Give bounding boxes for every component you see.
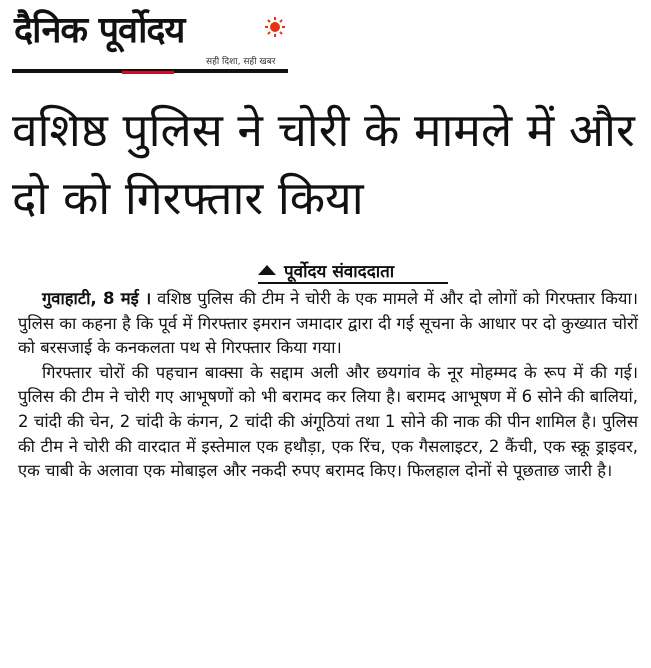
masthead-accent-strip [122,71,174,74]
byline-container [258,258,394,282]
byline-underline [258,282,448,284]
sun-logo-icon [264,16,286,38]
sun-ray [280,20,282,22]
article-paragraph-1 [18,287,638,361]
article-paragraph-2: गिरफ्तार चोरों की पहचान बाक्सा के सद्दाम अली और छयगांव के नूर मोहम्मद के रूप में की गई। पुलिस की टीम ने चोरी गए आभूषणों को भी बरामद कर लिया है। बरामद आभूषण में 6 सोने की बालियां, 2 चांदी की चेन, 2 चांदी के कंगन, 2 चांदी की अंगूठियां तथा 1 सोने की नाक की पीन शामिल है। पुलिस की टीम ने चोरी की वारदात में इस्तेमाल एक हथौड़ा, एक रिंच, एक गैसलाइटर, 2 कैंची, एक स्क्रू ड्राइवर, एक चाबी के अलावा एक मोबाइल और नकदी रुपए बरामद किए। फिलहाल दोनों से पूछताछ जारी है। [18,362,638,481]
masthead [10,4,285,72]
triangle-bullet-icon [258,265,276,275]
sun-ray [280,32,282,34]
sun-ray [268,32,270,34]
sun-ray [268,20,270,22]
masthead-tagline: सही दिशा, सही खबर [206,57,276,67]
newspaper-name: दैनिक पूर्वोदय [14,10,185,51]
byline: पूर्वोदय संवाददाता [284,261,395,282]
paragraph-1-text: वशिष्ठ पुलिस की टीम ने चोरी के एक मामले में और दो लोगों को गिरफ्तार किया। पुलिस का कहना है कि पूर्व में गिरफ्तार इमरान जमादार द्वारा दी गई सूचना के आधार पर दो कुख्यात चोरों को बरसजाई के कनकलता पथ से गिरफ्तार किया गया। [18,289,638,358]
headline: वशिष्ठ पुलिस ने चोरी के मामले में और दो को गिरफ्तार किया [12,103,635,225]
article-body [18,287,638,484]
dateline: गुवाहाटी, 8 मई । [42,289,152,308]
